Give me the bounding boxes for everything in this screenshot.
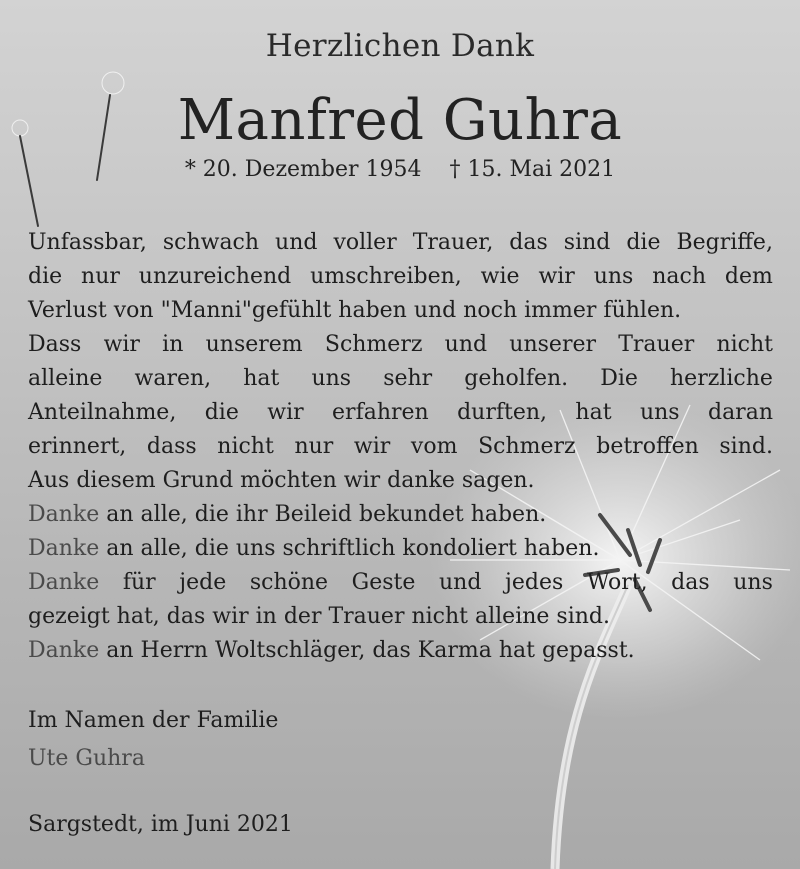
word: alleine [28, 366, 103, 391]
word: unzureichend [138, 264, 292, 289]
word: das [509, 230, 548, 255]
word: und [444, 332, 488, 357]
body-line: Aus diesem Grund möchten wir danke sagen. [28, 468, 535, 493]
word: schwach [162, 230, 260, 255]
death-date: † 15. Mai 2021 [449, 157, 616, 182]
word: wir [103, 332, 140, 357]
message-body [28, 226, 773, 668]
word: waren, [134, 366, 212, 391]
word: betroffen [596, 434, 699, 459]
word: jede [179, 570, 227, 595]
word: schöne [249, 570, 329, 595]
word: hat [575, 400, 612, 425]
word: nur [294, 434, 334, 459]
word: Wort, [586, 570, 648, 595]
word: uns [311, 366, 352, 391]
word: und [439, 570, 482, 595]
word: Schmerz [478, 434, 576, 459]
word: in [162, 332, 184, 357]
word: die [28, 264, 63, 289]
word: Trauer, [412, 230, 494, 255]
body-line [28, 226, 773, 260]
word: nicht [716, 332, 773, 357]
word: sehr [383, 366, 433, 391]
word: wir [353, 434, 391, 459]
word: nicht [217, 434, 274, 459]
word: uns [593, 264, 634, 289]
word: das [671, 570, 710, 595]
word: wir [267, 400, 304, 425]
word: herzliche [670, 366, 773, 391]
body-line [28, 396, 773, 430]
thanks-keyword: Danke [28, 570, 100, 595]
word: Trauer [618, 332, 695, 357]
body-line [28, 328, 773, 362]
word: Schmerz [324, 332, 423, 357]
word: geholfen. [464, 366, 569, 391]
thanks-line: Danke an Herrn Woltschläger, das Karma hat gepasst. [28, 638, 635, 663]
word: nach [652, 264, 707, 289]
body-line: gezeigt hat, das wir in der Trauer nicht alleine sind. [28, 604, 610, 629]
word: sind. [719, 434, 773, 459]
word: daran [707, 400, 773, 425]
word: vom [410, 434, 458, 459]
life-dates [0, 157, 800, 182]
thanks-line: Danke an alle, die uns schriftlich kondoliert haben. [28, 536, 600, 561]
word: Unfassbar, [28, 230, 147, 255]
place-date: Sargstedt, im Juni 2021 [28, 812, 293, 837]
word: für [122, 570, 156, 595]
word: wir [538, 264, 575, 289]
thanks-line: Danke an alle, die ihr Beileid bekundet haben. [28, 502, 547, 527]
heading: Herzlichen Dank [265, 28, 535, 64]
word: und [275, 230, 318, 255]
word: sind [563, 230, 611, 255]
body-line: Verlust von "Manni"gefühlt haben und noch immer fühlen. [28, 298, 682, 323]
word: hat [243, 366, 280, 391]
birth-date: * 20. Dezember 1954 [184, 157, 422, 182]
word: erfahren [332, 400, 429, 425]
word: umschreiben, [310, 264, 462, 289]
word: unserer [509, 332, 596, 357]
thanks-keyword: Danke [28, 638, 100, 663]
word: voller [333, 230, 397, 255]
word: die [204, 400, 239, 425]
thanks-keyword: Danke [28, 502, 100, 527]
body-line [28, 430, 773, 464]
word: Die [600, 366, 638, 391]
signature-name: Ute Guhra [28, 746, 145, 771]
thanks-keyword: Danke [28, 536, 100, 561]
word: Anteilnahme, [28, 400, 177, 425]
word: wie [480, 264, 520, 289]
thanks-line [28, 566, 773, 600]
word: erinnert, [28, 434, 127, 459]
deceased-name: Manfred Guhra [177, 88, 623, 153]
word: Geste [351, 570, 416, 595]
word: dem [724, 264, 773, 289]
word: durften, [457, 400, 548, 425]
word: Begriffe, [676, 230, 773, 255]
word: unserem [205, 332, 303, 357]
word: Dass [28, 332, 82, 357]
word: die [626, 230, 661, 255]
word: nur [81, 264, 120, 289]
word: uns [639, 400, 680, 425]
signature-intro: Im Namen der Familie [28, 708, 279, 733]
word: uns [733, 570, 773, 595]
body-line [28, 362, 773, 396]
body-line [28, 260, 773, 294]
word: jedes [505, 570, 564, 595]
word: dass [146, 434, 197, 459]
